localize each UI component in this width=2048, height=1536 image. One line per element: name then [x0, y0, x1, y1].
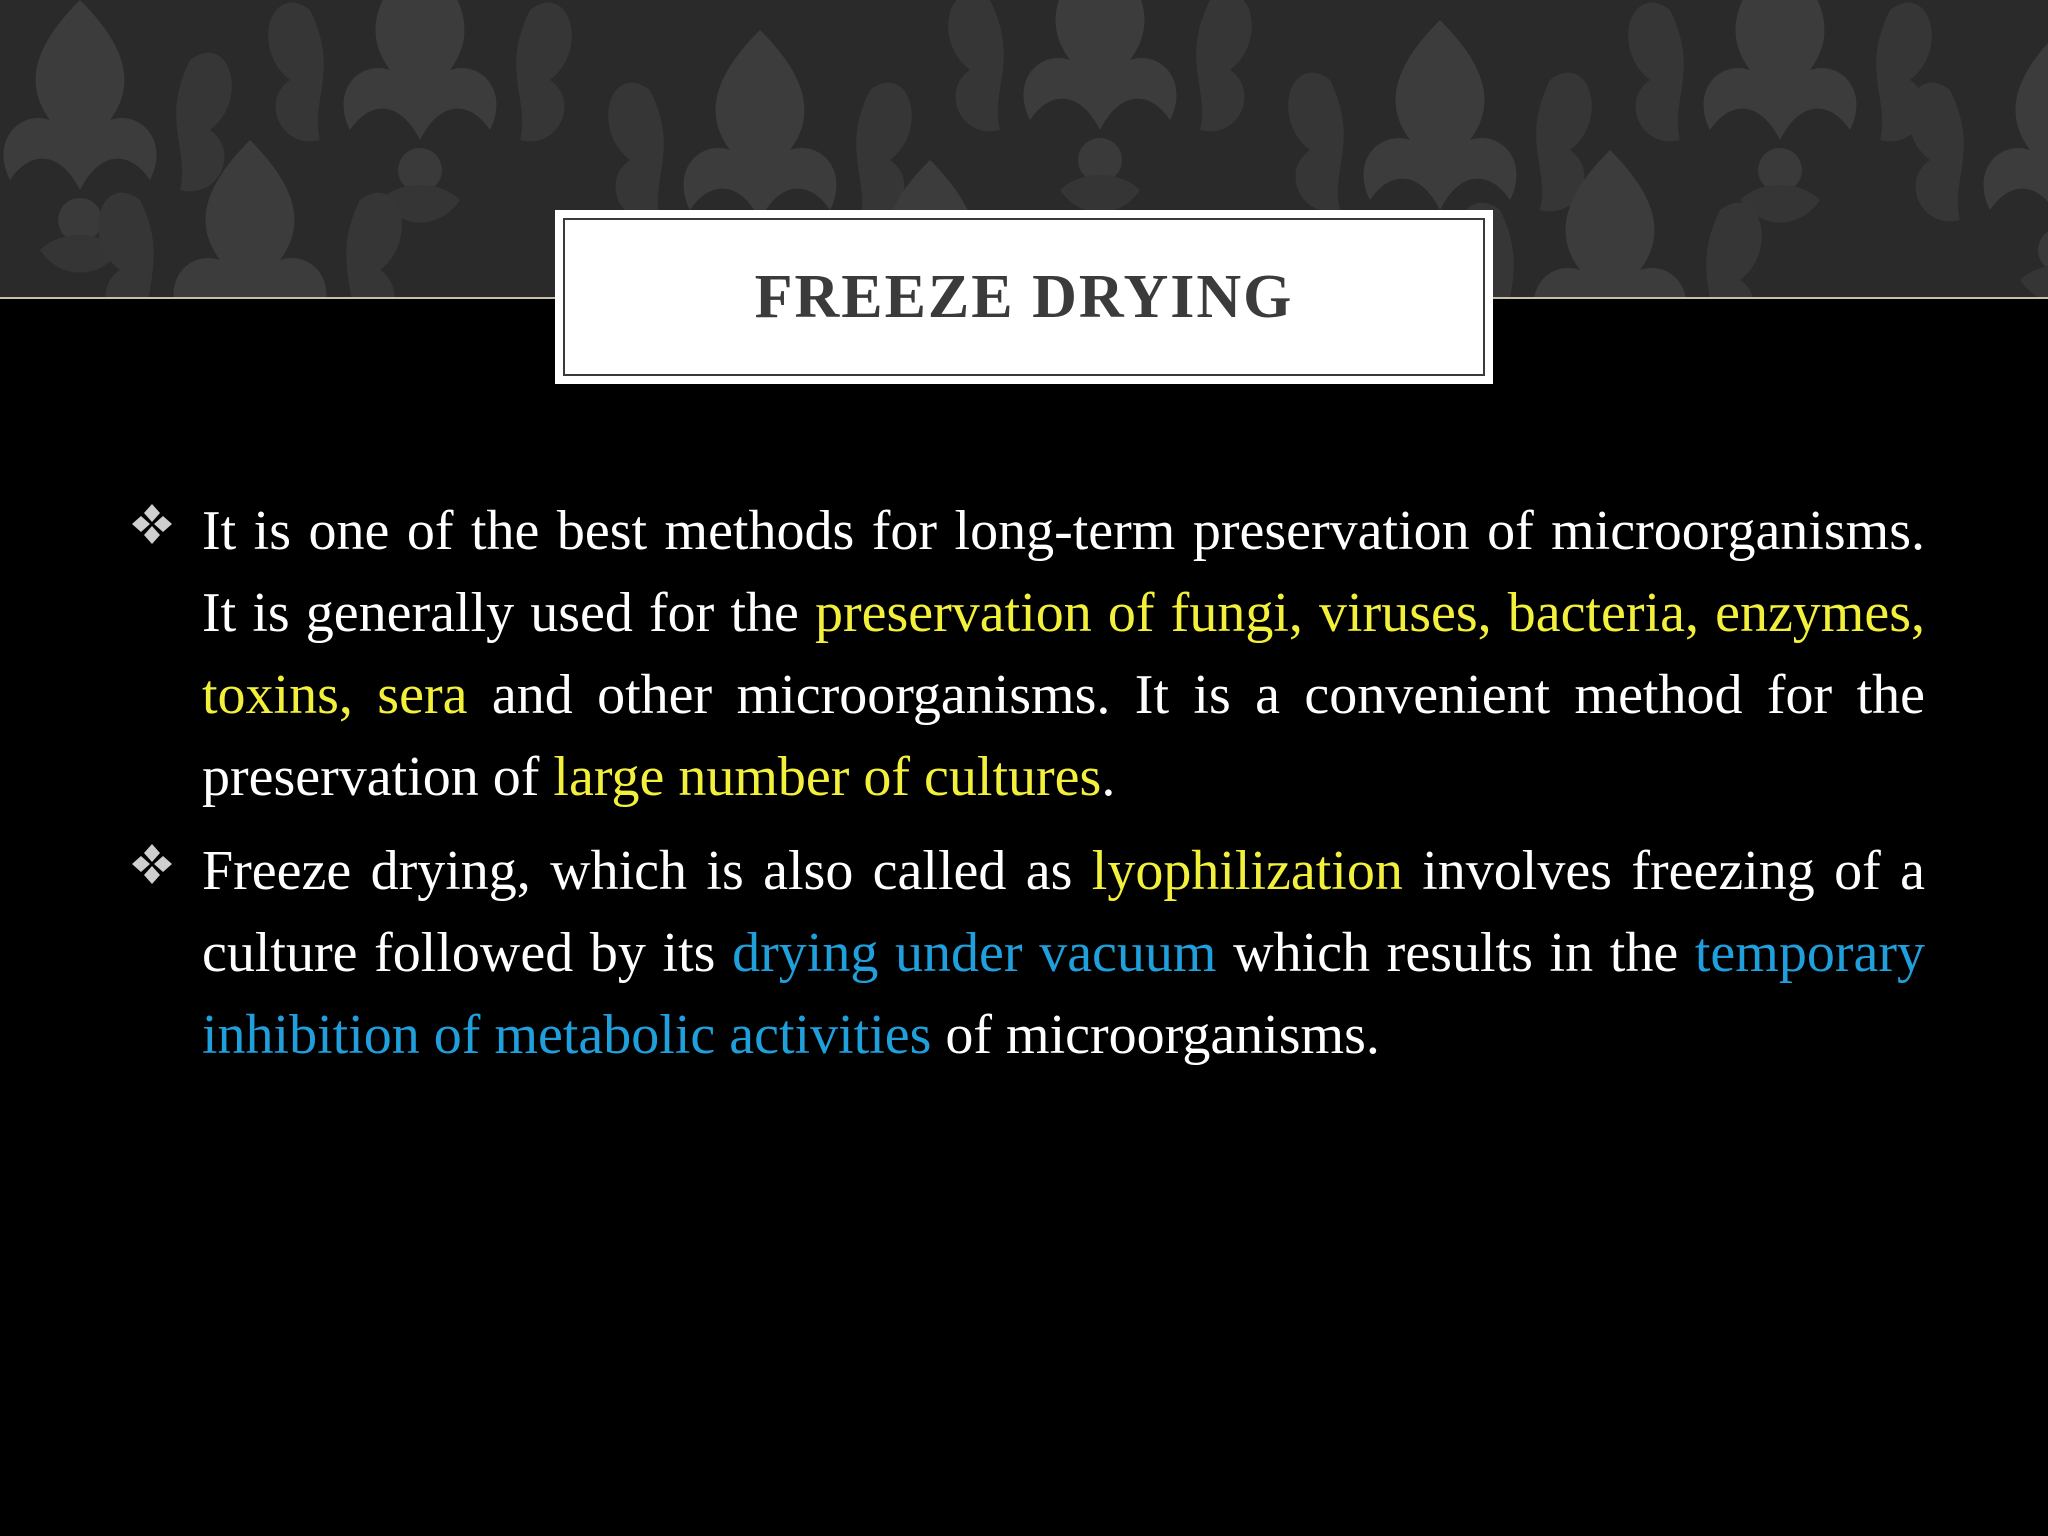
bullet-text-segment: which results in the: [1216, 922, 1695, 984]
bullet-text-segment: Freeze drying, which is also called as: [202, 840, 1092, 902]
four-diamond-bullet-icon: [130, 842, 174, 886]
bullet-highlight-segment: temporary inhibition of metabolic activities: [202, 922, 1925, 1066]
bullet-highlight-segment: lyophilization: [1091, 840, 1403, 902]
bullet-text-segment: It is one of the best methods for long-term preservation of microorganisms. It is generally used for the: [202, 500, 1925, 644]
bullet-text-segment: and other microorganisms. It is a convenient method for the preservation of: [202, 664, 1926, 808]
title-box: [555, 210, 1493, 384]
bullet-text-segment: of microorganisms.: [931, 1004, 1380, 1066]
bullet-highlight-segment: drying under vacuum: [732, 922, 1217, 984]
bullet-text-segment: .: [1101, 746, 1116, 808]
slide-body: [130, 490, 1925, 1088]
bullet-highlight-segment: preservation of fungi, viruses, bacteria, enzymes, toxins, sera: [202, 582, 1926, 726]
bullet-item: [130, 830, 1925, 1076]
bullet-item: [130, 490, 1925, 818]
bullet-highlight-segment: large number of cultures: [553, 746, 1102, 808]
slide-title: FREEZE DRYING: [754, 262, 1294, 331]
bullet-text-segment: involves freezing of a culture followed by its: [202, 840, 1925, 984]
four-diamond-bullet-icon: [130, 502, 174, 546]
